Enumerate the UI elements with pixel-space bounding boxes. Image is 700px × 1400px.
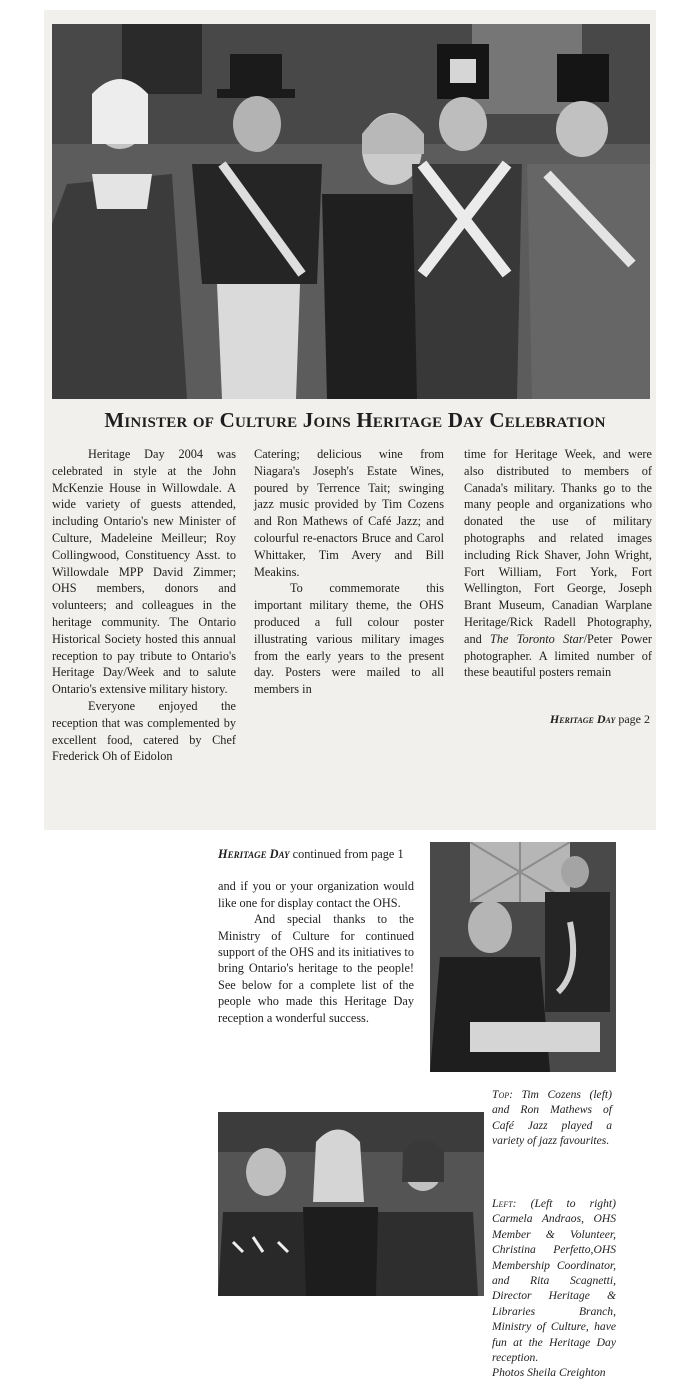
jazz-photo-caption (492, 1087, 612, 1149)
jazz-musicians-photo (430, 842, 616, 1072)
caption-text: Tim Cozens (left) and Ron Mathews of Café Jazz played a variety of jazz favourites. (492, 1088, 612, 1148)
caption-label: Left: (492, 1197, 517, 1210)
article-paragraph (464, 446, 652, 681)
article-text: /Peter Power photographer. A limited number of these beautiful posters remain (464, 631, 652, 680)
article-paragraph: Everyone enjoyed the reception that was complemented by excellent food, catered by Chef Frederick Oh of Eidolon (52, 698, 236, 764)
article-paragraph: and if you or your organization would like one for display contact the OHS. (218, 879, 414, 910)
continued-on-page-reference (464, 712, 650, 727)
jump-label: Heritage Day (549, 712, 616, 726)
article-paragraph: To commemorate this important military theme, the OHS produced a full colour poster illustrating various military images from the early years to the present day. Posters were mailed to all members in (254, 581, 444, 697)
continued-label: Heritage Day (218, 847, 290, 861)
jump-page: page 2 (615, 712, 650, 726)
women-photo-caption (492, 1196, 616, 1381)
article-headline: Minister of Culture Joins Heritage Day Celebration (104, 408, 606, 432)
article-paragraph: And special thanks to the Ministry of Culture for continued support of the OHS and its initiatives to bring Ontario's heritage to the people! See below for a complete list of the people who made this Heritage Day reception a wonderful success. (218, 912, 414, 1025)
three-women-photo (218, 1112, 484, 1296)
article-paragraph: Catering; delicious wine from Niagara's Joseph's Estate Wines, poured by Terrence Tait; swinging jazz music provided by Tim Cozens and Ron Mathews of Café Jazz; and colourful re-enactors Bruce and Carol Whittaker, Tim Avery and Bill Meakins. (254, 447, 444, 579)
article-paragraph: Heritage Day 2004 was celebrated in style at the John McKenzie House in Willowdale. A wide variety of guests attended, including Ontario's new Minister of Culture, Madeleine Meilleur; Roy Collingwood, Constituency Asst. to Willowdale MPP David Zimmer; OHS members, donors and volunteers; and colleagues in the heritage community. The Ontario Historical Society hosted this annual reception to pay tribute to Ontario's Heritage Day/Week and to salute Ontario's extensive military history. (52, 447, 236, 697)
continued-from: continued from page 1 (289, 847, 404, 861)
article-column-3 (464, 446, 652, 681)
continued-article (218, 846, 414, 1026)
caption-text: (Left to right) Carmela Andraos, OHS Member & Volunteer, Christina Perfetto,OHS Membership Coordinator, and Rita Scagnetti, Director Heritage & Libraries Branch, Ministry of Culture, have fun at the Heritage Day reception. (492, 1197, 616, 1365)
article-text: time for Heritage Week, and were also distributed to members of Canada's military. Thanks go to the many people and organizations who donated the use of military photographs and related images including Rick Shaver, John Wright, Fort William, Fort York, Fort Wellington, Fort George, Joseph Brant Museum, Canadian Warplane Heritage/Rick Radell Photography, and (464, 447, 652, 646)
article-column-1 (52, 446, 236, 765)
article-column-2 (254, 446, 444, 698)
continued-header (218, 846, 414, 862)
main-photo-reenactors-and-minister (52, 24, 650, 399)
publication-name: The Toronto Star (490, 631, 584, 646)
caption-label: Top: (492, 1088, 513, 1101)
photo-credit: Photos Sheila Creighton (492, 1366, 606, 1380)
